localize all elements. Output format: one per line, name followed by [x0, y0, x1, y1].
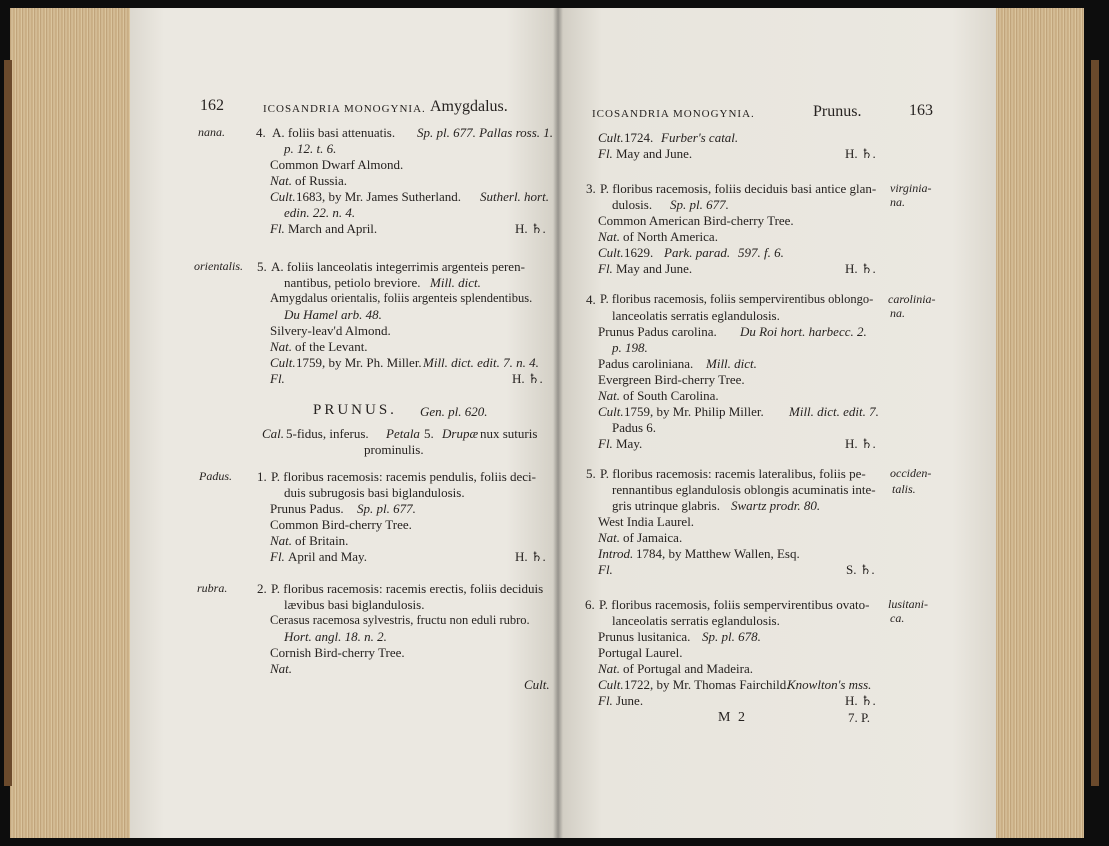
- habit-mark: H. ♄.: [845, 146, 876, 161]
- entry-diagnosis-cont: lævibus basi biglandulosis.: [284, 597, 425, 612]
- introd-text: 1784, by Matthew Wallen, Esq.: [636, 546, 800, 561]
- cult-reference: Park. parad.: [664, 245, 731, 260]
- habit-mark: H. ♄.: [515, 221, 546, 236]
- nat-label: Nat.: [270, 533, 293, 548]
- fl-label: Fl.: [270, 549, 285, 564]
- nat-text: of Jamaica.: [623, 530, 683, 545]
- synonym-reference: Sp. pl. 678.: [702, 629, 761, 644]
- margin-name-padus: Padus.: [199, 469, 232, 483]
- petala-text: 5.: [424, 426, 434, 441]
- fl-label: Fl.: [598, 436, 613, 451]
- habit-mark: H. ♄.: [845, 693, 876, 708]
- fl-text: April and May.: [288, 549, 367, 564]
- synonym-reference: Du Roi hort. harbecc. 2.: [740, 324, 867, 339]
- nat-label: Nat.: [598, 388, 621, 403]
- synonym: Prunus Padus.: [270, 501, 344, 516]
- cult-reference-cont: 597. f. 6.: [738, 245, 784, 260]
- fl-text: May and June.: [616, 261, 693, 276]
- left-page-number: 162: [200, 97, 224, 114]
- cult-label: Cult.: [270, 355, 296, 370]
- margin-name-lusitanica-cont: ca.: [890, 611, 905, 625]
- entry-diagnosis: A. foliis lanceolatis integerrimis argenteis peren-: [271, 259, 525, 274]
- right-page-edges: [992, 8, 1084, 838]
- nat-text: of the Levant.: [295, 339, 368, 354]
- nat-label: Nat.: [270, 173, 293, 188]
- cult-reference: Mill. dict. edit. 7. n. 4.: [423, 355, 539, 370]
- common-name: Common American Bird-cherry Tree.: [598, 213, 794, 228]
- left-cover: [4, 60, 12, 786]
- left-page-edges: [10, 8, 138, 838]
- margin-name-virginiana: virginia-: [890, 181, 932, 195]
- cal-text: 5-fidus, inferus.: [286, 426, 369, 441]
- cult-label: Cult.: [598, 677, 624, 692]
- cult-text: 1629.: [624, 245, 654, 260]
- introd-label: Introd.: [598, 546, 634, 561]
- fl-label: Fl.: [598, 146, 613, 161]
- nat-label: Nat.: [598, 661, 621, 676]
- fl-text: May.: [616, 436, 643, 451]
- margin-name-lusitanica: lusitani-: [888, 597, 929, 611]
- nat-text: of Britain.: [295, 533, 349, 548]
- habit-mark: H. ♄.: [845, 261, 876, 276]
- entry-diagnosis-cont: rennantibus eglandulosis oblongis acuminatis inte-: [612, 482, 876, 497]
- habit-mark: S. ♄.: [846, 562, 875, 577]
- catchword: 7. P.: [848, 710, 871, 725]
- entry-diagnosis: P. floribus racemosis: racemis lateralibus, foliis pe-: [600, 466, 866, 481]
- synonym-reference: Sp. pl. 677.: [357, 501, 416, 516]
- drupa-label: Drupæ: [442, 426, 479, 441]
- synonym-reference: Du Hamel arb. 48.: [284, 307, 382, 322]
- entry-diagnosis-cont: nantibus, petiolo breviore.: [284, 275, 421, 290]
- signature-mark: M 2: [718, 710, 747, 725]
- entry-diagnosis: P. floribus racemosis, foliis deciduis basi antice glan-: [600, 181, 877, 196]
- margin-name-caroliniana-cont: na.: [890, 306, 905, 320]
- margin-name-occidentalis: occiden-: [890, 466, 932, 480]
- nat-text: of South Carolina.: [623, 388, 719, 403]
- fl-label: Fl.: [598, 693, 613, 708]
- nat-text: of Portugal and Madeira.: [623, 661, 753, 676]
- fl-text: March and April.: [288, 221, 378, 236]
- synonym-reference: Mill. dict.: [706, 356, 757, 371]
- book-gutter: [553, 8, 563, 838]
- common-name: Common Bird-cherry Tree.: [270, 517, 412, 532]
- nat-label: Nat.: [598, 530, 621, 545]
- cult-reference-cont: edin. 22. n. 4.: [284, 205, 356, 220]
- cult-reference-cont: Padus 6.: [612, 420, 657, 435]
- right-page-number: 163: [909, 102, 933, 119]
- habit-mark: H. ♄.: [515, 549, 546, 564]
- cult-text: 1759, by Mr. Ph. Miller.: [296, 355, 422, 370]
- common-name: Cornish Bird-cherry Tree.: [270, 645, 405, 660]
- cult-label: Cult.: [598, 245, 624, 260]
- margin-name-occidentalis-cont: talis.: [892, 482, 916, 496]
- fl-text: May and June.: [616, 146, 693, 161]
- entry-reference: Swartz prodr. 80.: [731, 498, 821, 513]
- entry-diagnosis: P. floribus racemosis, foliis sempervirentibus oblongo-: [600, 292, 874, 306]
- entry-reference: Sp. pl. 677.: [670, 197, 729, 212]
- margin-name-virginiana-cont: na.: [890, 195, 905, 209]
- common-name: Portugal Laurel.: [598, 645, 683, 660]
- synonym-reference-cont: p. 198.: [612, 340, 648, 355]
- cult-text: 1724.: [624, 130, 654, 145]
- entry-number: 6.: [585, 597, 595, 612]
- margin-name-nana: nana.: [198, 125, 225, 139]
- margin-name-orientalis: orientalis.: [194, 259, 244, 273]
- nat-label: Nat.: [270, 661, 293, 676]
- entry-number: 5.: [586, 466, 596, 481]
- entry-reference: Sp. pl. 677. Pallas ross. 1.: [417, 125, 554, 140]
- cult-label: Cult.: [598, 130, 624, 145]
- genus-reference: Gen. pl. 620.: [420, 404, 488, 419]
- entry-reference: Mill. dict.: [430, 275, 481, 290]
- synonym: Prunus Padus carolina.: [598, 324, 717, 339]
- cult-reference: Sutherl. hort.: [480, 189, 549, 204]
- genus-title: PRUNUS.: [313, 402, 397, 418]
- nat-text: of Russia.: [295, 173, 347, 188]
- fl-text: June.: [616, 693, 644, 708]
- genus-desc-cont: prominulis.: [364, 442, 424, 457]
- entry-diagnosis-cont: duis subrugosis basi biglandulosis.: [284, 485, 465, 500]
- entry-diagnosis: A. foliis basi attenuatis.: [272, 125, 396, 140]
- left-header-genus: Amygdalus.: [430, 98, 508, 115]
- entry-diagnosis: P. floribus racemosis: racemis pendulis, foliis deci-: [271, 469, 537, 484]
- right-running-head: ICOSANDRIA MONOGYNIA.: [592, 108, 755, 120]
- nat-label: Nat.: [598, 229, 621, 244]
- margin-name-caroliniana: carolinia-: [888, 292, 936, 306]
- entry-number: 5.: [257, 259, 267, 274]
- fl-label: Fl.: [598, 562, 613, 577]
- habit-mark: H. ♄.: [512, 371, 543, 386]
- right-cover: [1091, 60, 1099, 786]
- cult-label: Cult.: [598, 404, 624, 419]
- cal-label: Cal.: [262, 426, 285, 441]
- entry-number: 4.: [586, 292, 596, 307]
- entry-number: 3.: [586, 181, 596, 196]
- fl-label: Fl.: [270, 221, 285, 236]
- cult-reference: Knowlton's mss.: [787, 677, 872, 692]
- drupa-text: nux suturis: [480, 426, 538, 441]
- nat-text: of North America.: [623, 229, 718, 244]
- cult-reference: Mill. dict. edit. 7.: [789, 404, 879, 419]
- fl-label: Fl.: [598, 261, 613, 276]
- cult-text: 1759, by Mr. Philip Miller.: [624, 404, 764, 419]
- cult-reference: Furber's catal.: [661, 130, 739, 145]
- synonym: Prunus lusitanica.: [598, 629, 691, 644]
- left-running-head: ICOSANDRIA MONOGYNIA.: [263, 103, 426, 115]
- entry-diagnosis-cont: lanceolatis serratis eglandulosis.: [612, 613, 780, 628]
- entry-number: 2.: [257, 581, 267, 596]
- nat-label: Nat.: [270, 339, 293, 354]
- catchword: Cult.: [524, 677, 550, 692]
- margin-name-rubra: rubra.: [197, 581, 228, 595]
- common-name: Common Dwarf Almond.: [270, 157, 404, 172]
- entry-diagnosis-cont: dulosis.: [612, 197, 653, 212]
- common-name: Silvery-leav'd Almond.: [270, 323, 391, 338]
- habit-mark: H. ♄.: [845, 436, 876, 451]
- synonym: Amygdalus orientalis, foliis argenteis splendentibus.: [270, 291, 533, 305]
- common-name: Evergreen Bird-cherry Tree.: [598, 372, 745, 387]
- entry-diagnosis-cont: lanceolatis serratis eglandulosis.: [612, 308, 780, 323]
- entry-reference-cont: p. 12. t. 6.: [284, 141, 337, 156]
- entry-diagnosis: P. floribus racemosis, foliis sempervirentibus ovato-: [599, 597, 870, 612]
- entry-number: 4.: [256, 125, 266, 140]
- entry-diagnosis-cont: gris utrinque glabris.: [612, 498, 720, 513]
- entry-number: 1.: [257, 469, 267, 484]
- cult-text: 1722, by Mr. Thomas Fairchild.: [624, 677, 790, 692]
- petala-label: Petala: [386, 426, 420, 441]
- synonym: Padus caroliniana.: [598, 356, 694, 371]
- entry-diagnosis: P. floribus racemosis: racemis erectis, foliis deciduis: [271, 581, 544, 596]
- synonym: Cerasus racemosa sylvestris, fructu non eduli rubro.: [270, 613, 530, 627]
- fl-label: Fl.: [270, 371, 285, 386]
- cult-text: 1683, by Mr. James Sutherland.: [296, 189, 462, 204]
- common-name: West India Laurel.: [598, 514, 695, 529]
- synonym-reference: Hort. angl. 18. n. 2.: [284, 629, 387, 644]
- cult-label: Cult.: [270, 189, 296, 204]
- right-header-genus: Prunus.: [813, 103, 862, 120]
